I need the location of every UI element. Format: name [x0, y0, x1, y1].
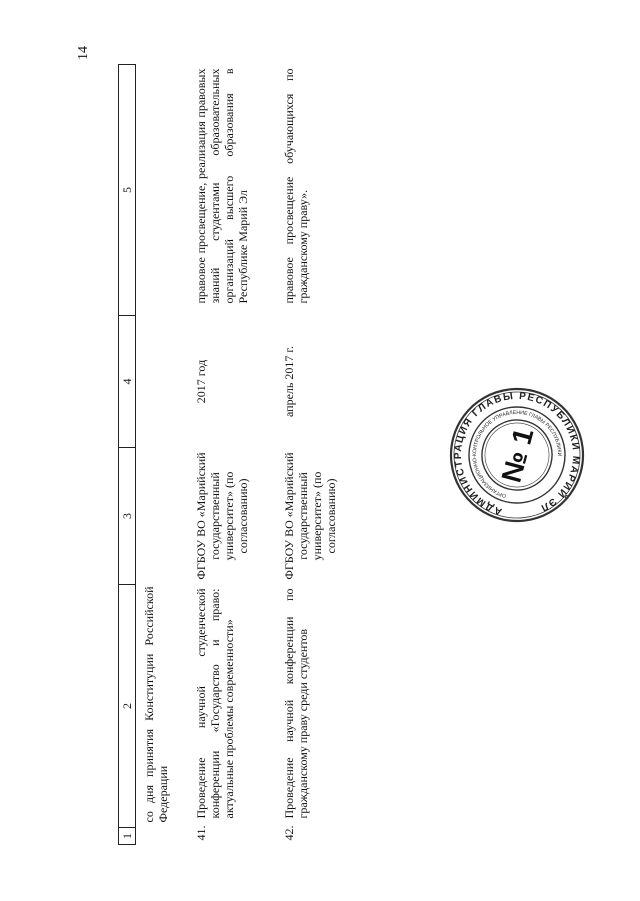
event-text: Проведение научной конференции по гражданскому праву среди студентов [282, 588, 310, 819]
page-number: 14 [76, 46, 91, 60]
continuation-text: со дня принятия Конституции Российской Федерации [142, 586, 170, 823]
plan-table [118, 64, 340, 845]
official-seal-stamp [448, 386, 586, 524]
row-number: 42. [282, 825, 296, 841]
seal-outer-text: АДМИНИСТРАЦИЯ ГЛАВЫ РЕСПУБЛИКИ МАРИЙ ЭЛ [452, 390, 582, 517]
event-text: Проведение научной студенческой конференции «Государство и право: актуальные проблемы современности» [194, 588, 236, 819]
row-number: 41. [194, 825, 208, 841]
organizer-cell: ФГБОУ ВО «Марийский государственный университет» (по согласованию) [194, 452, 250, 580]
result-cell: правовое просвещение, реализация правовых знаний студентами образовательных организаций высшего образования в Республике Марий Эл [194, 68, 250, 304]
header-cell-2: 2 [119, 585, 136, 828]
header-cell-4: 4 [119, 316, 136, 448]
organizer-cell: ФГБОУ ВО «Марийский государственный университет» (по согласованию) [282, 452, 338, 580]
header-row [119, 65, 136, 845]
seal-center-number: № 1 [495, 424, 540, 486]
result-cell: правовое просвещение обучающихся по гражданскому праву». [282, 68, 310, 304]
table-row [252, 65, 340, 845]
header-cell-1: 1 [119, 828, 136, 845]
table-row [136, 65, 173, 845]
event-cell [172, 585, 252, 845]
table-row [172, 65, 252, 845]
date-cell: апрель 2017 г. [282, 346, 296, 417]
header-cell-5: 5 [119, 65, 136, 316]
header-cell-3: 3 [119, 448, 136, 585]
date-cell: 2017 год [194, 359, 208, 404]
event-cell [252, 585, 340, 845]
seal-inner-text: ОРГАНИЗАЦИОННО-КОНТРОЛЬНОЕ УПРАВЛЕНИЕ ГЛАВЫ РЕСПУБЛИКИ [471, 409, 563, 499]
